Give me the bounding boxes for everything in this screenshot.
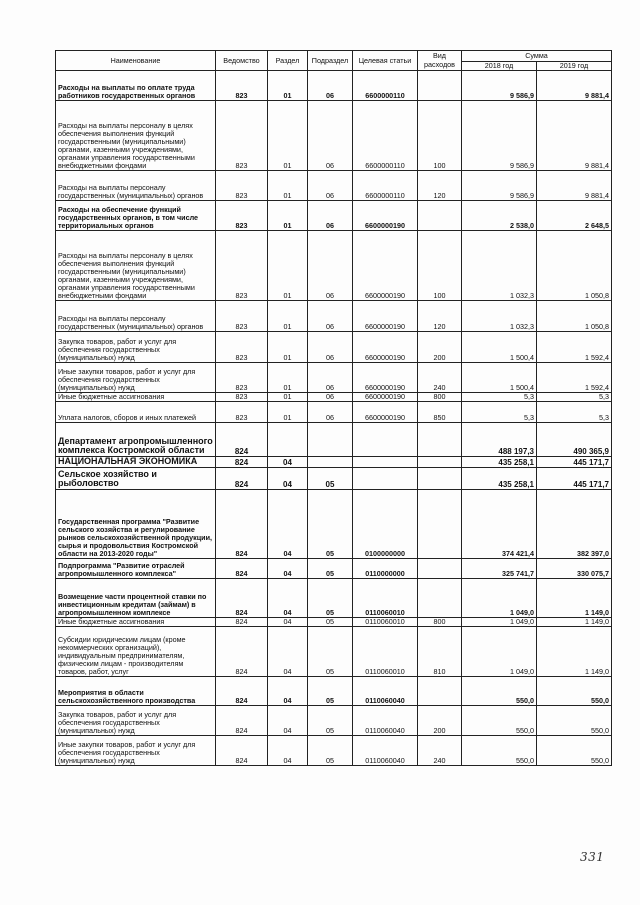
table-row <box>56 490 612 559</box>
cell-sum-2018: 9 586,9 <box>462 171 537 201</box>
table-row <box>56 618 612 627</box>
cell-sum-2019: 382 397,0 <box>537 490 612 559</box>
cell-vedomstvo: 824 <box>216 559 268 579</box>
cell-tselevaya: 0110060040 <box>353 677 418 706</box>
table-row <box>56 231 612 301</box>
cell-vid <box>418 423 462 457</box>
header-summa: Сумма <box>462 51 612 62</box>
cell-razdel: 01 <box>268 363 308 393</box>
cell-vedomstvo: 823 <box>216 71 268 101</box>
cell-name: Иные закупки товаров, работ и услуг для обеспечения государственных (муниципальных) нужд <box>56 736 216 766</box>
cell-vedomstvo: 823 <box>216 363 268 393</box>
cell-sum-2019: 1 050,8 <box>537 231 612 301</box>
cell-razdel: 04 <box>268 677 308 706</box>
cell-sum-2018: 9 586,9 <box>462 71 537 101</box>
cell-vid <box>418 71 462 101</box>
cell-podrazdel: 05 <box>308 627 353 677</box>
table-row <box>56 402 612 423</box>
cell-sum-2018: 5,3 <box>462 402 537 423</box>
table-row <box>56 468 612 490</box>
cell-vid: 200 <box>418 332 462 363</box>
cell-name: Иные бюджетные ассигнования <box>56 393 216 402</box>
cell-vedomstvo: 823 <box>216 332 268 363</box>
cell-razdel <box>268 423 308 457</box>
table-row <box>56 627 612 677</box>
cell-vid: 100 <box>418 101 462 171</box>
cell-podrazdel <box>308 423 353 457</box>
cell-podrazdel: 06 <box>308 301 353 332</box>
cell-vid: 120 <box>418 171 462 201</box>
cell-razdel: 01 <box>268 393 308 402</box>
cell-sum-2018: 550,0 <box>462 677 537 706</box>
cell-name: Расходы на выплаты по оплате труда работников государственных органов <box>56 71 216 101</box>
cell-podrazdel: 06 <box>308 101 353 171</box>
cell-vid <box>418 457 462 468</box>
cell-name: Закупка товаров, работ и услуг для обеспечения государственных (муниципальных) нужд <box>56 706 216 736</box>
cell-razdel: 01 <box>268 332 308 363</box>
cell-podrazdel <box>308 457 353 468</box>
cell-tselevaya: 6600000190 <box>353 332 418 363</box>
cell-tselevaya: 0100000000 <box>353 490 418 559</box>
cell-razdel: 04 <box>268 490 308 559</box>
cell-sum-2019: 445 171,7 <box>537 457 612 468</box>
cell-podrazdel: 05 <box>308 490 353 559</box>
cell-tselevaya: 0110060010 <box>353 579 418 618</box>
cell-tselevaya: 0110060040 <box>353 736 418 766</box>
cell-sum-2019: 5,3 <box>537 393 612 402</box>
cell-tselevaya: 0110060040 <box>353 706 418 736</box>
cell-name: Субсидии юридическим лицам (кроме некоммерческих организаций), индивидуальным предпринимателям, физическим лицам - производителям товаров, работ, услуг <box>56 627 216 677</box>
cell-podrazdel: 06 <box>308 393 353 402</box>
cell-sum-2018: 488 197,3 <box>462 423 537 457</box>
table-body <box>56 71 612 766</box>
cell-sum-2019: 550,0 <box>537 677 612 706</box>
cell-vedomstvo: 823 <box>216 402 268 423</box>
cell-sum-2018: 1 049,0 <box>462 627 537 677</box>
cell-razdel: 04 <box>268 706 308 736</box>
cell-name: Расходы на выплаты персоналу государственных (муниципальных) органов <box>56 301 216 332</box>
table-row <box>56 706 612 736</box>
header-podrazdel: Подраздел <box>308 51 353 71</box>
cell-tselevaya: 6600000190 <box>353 402 418 423</box>
cell-podrazdel: 05 <box>308 618 353 627</box>
cell-sum-2019: 9 881,4 <box>537 171 612 201</box>
cell-podrazdel: 06 <box>308 402 353 423</box>
cell-sum-2018: 1 032,3 <box>462 231 537 301</box>
cell-vedomstvo: 824 <box>216 490 268 559</box>
cell-vedomstvo: 823 <box>216 231 268 301</box>
cell-sum-2019: 445 171,7 <box>537 468 612 490</box>
header-name: Наименование <box>56 51 216 71</box>
cell-razdel: 04 <box>268 736 308 766</box>
cell-tselevaya <box>353 468 418 490</box>
cell-vid <box>418 468 462 490</box>
table-row <box>56 71 612 101</box>
cell-vid <box>418 579 462 618</box>
cell-sum-2018: 550,0 <box>462 736 537 766</box>
cell-vid: 120 <box>418 301 462 332</box>
cell-sum-2019: 1 149,0 <box>537 627 612 677</box>
cell-name: Уплата налогов, сборов и иных платежей <box>56 402 216 423</box>
cell-razdel: 04 <box>268 618 308 627</box>
cell-podrazdel: 05 <box>308 559 353 579</box>
cell-sum-2018: 1 049,0 <box>462 618 537 627</box>
header-2018: 2018 год <box>462 62 537 71</box>
cell-vedomstvo: 824 <box>216 618 268 627</box>
cell-razdel: 04 <box>268 627 308 677</box>
cell-name: Расходы на обеспечение функций государственных органов, в том числе территориальных органов <box>56 201 216 231</box>
table-row <box>56 423 612 457</box>
cell-razdel: 01 <box>268 171 308 201</box>
cell-vid <box>418 490 462 559</box>
cell-razdel: 01 <box>268 71 308 101</box>
cell-sum-2018: 325 741,7 <box>462 559 537 579</box>
cell-podrazdel: 06 <box>308 71 353 101</box>
cell-sum-2019: 9 881,4 <box>537 101 612 171</box>
cell-tselevaya: 0110060010 <box>353 618 418 627</box>
cell-razdel: 04 <box>268 579 308 618</box>
cell-vid: 100 <box>418 231 462 301</box>
table-row <box>56 559 612 579</box>
cell-sum-2018: 374 421,4 <box>462 490 537 559</box>
cell-name: Департамент агропромышленного комплекса Костромской области <box>56 423 216 457</box>
cell-name: Расходы на выплаты персоналу государственных (муниципальных) органов <box>56 171 216 201</box>
cell-sum-2019: 1 592,4 <box>537 363 612 393</box>
cell-vid <box>418 559 462 579</box>
cell-vedomstvo: 824 <box>216 579 268 618</box>
cell-name: Сельское хозяйство и рыболовство <box>56 468 216 490</box>
cell-sum-2019: 1 149,0 <box>537 618 612 627</box>
table-row <box>56 332 612 363</box>
header-tselevaya: Целевая статьи <box>353 51 418 71</box>
table-header <box>56 51 612 71</box>
cell-sum-2019: 5,3 <box>537 402 612 423</box>
table-row <box>56 677 612 706</box>
cell-sum-2019: 550,0 <box>537 736 612 766</box>
table-row <box>56 363 612 393</box>
cell-name: Расходы на выплаты персоналу в целях обеспечения выполнения функций государственными (муниципальными) органами, казенными учреждениями, органами управления государственными внебюджетными фондами <box>56 101 216 171</box>
cell-sum-2019: 330 075,7 <box>537 559 612 579</box>
cell-podrazdel: 05 <box>308 468 353 490</box>
cell-podrazdel: 05 <box>308 579 353 618</box>
cell-sum-2019: 1 050,8 <box>537 301 612 332</box>
cell-vid: 810 <box>418 627 462 677</box>
cell-tselevaya: 0110000000 <box>353 559 418 579</box>
cell-podrazdel: 06 <box>308 171 353 201</box>
table-row <box>56 736 612 766</box>
cell-sum-2018: 2 538,0 <box>462 201 537 231</box>
table-row <box>56 301 612 332</box>
cell-vid: 800 <box>418 618 462 627</box>
table-row <box>56 101 612 171</box>
table-row <box>56 171 612 201</box>
cell-name: Иные закупки товаров, работ и услуг для обеспечения государственных (муниципальных) нужд <box>56 363 216 393</box>
cell-name: Иные бюджетные ассигнования <box>56 618 216 627</box>
cell-vid: 240 <box>418 736 462 766</box>
cell-razdel: 01 <box>268 101 308 171</box>
cell-podrazdel: 06 <box>308 231 353 301</box>
cell-razdel: 04 <box>268 457 308 468</box>
cell-vedomstvo: 823 <box>216 393 268 402</box>
cell-vid: 200 <box>418 706 462 736</box>
table-row <box>56 457 612 468</box>
cell-tselevaya: 6600000190 <box>353 393 418 402</box>
header-vid: Вид расходов <box>418 51 462 71</box>
cell-vid: 240 <box>418 363 462 393</box>
cell-sum-2018: 1 500,4 <box>462 363 537 393</box>
cell-vid: 850 <box>418 402 462 423</box>
cell-razdel: 04 <box>268 468 308 490</box>
cell-vedomstvo: 824 <box>216 706 268 736</box>
table-row <box>56 579 612 618</box>
cell-razdel: 04 <box>268 559 308 579</box>
cell-tselevaya: 6600000190 <box>353 231 418 301</box>
cell-tselevaya: 0110060010 <box>353 627 418 677</box>
cell-sum-2019: 550,0 <box>537 706 612 736</box>
cell-sum-2018: 1 032,3 <box>462 301 537 332</box>
cell-sum-2018: 550,0 <box>462 706 537 736</box>
cell-sum-2018: 5,3 <box>462 393 537 402</box>
header-2019: 2019 год <box>537 62 612 71</box>
cell-podrazdel: 05 <box>308 677 353 706</box>
cell-sum-2019: 1 592,4 <box>537 332 612 363</box>
cell-vedomstvo: 824 <box>216 423 268 457</box>
cell-vedomstvo: 823 <box>216 301 268 332</box>
cell-podrazdel: 05 <box>308 736 353 766</box>
cell-tselevaya: 6600000190 <box>353 201 418 231</box>
table-row <box>56 393 612 402</box>
cell-vid <box>418 201 462 231</box>
cell-name: Подпрограмма "Развитие отраслей агропромышленного комплекса" <box>56 559 216 579</box>
cell-podrazdel: 06 <box>308 332 353 363</box>
cell-tselevaya: 6600000190 <box>353 363 418 393</box>
budget-table <box>55 50 612 766</box>
cell-tselevaya: 6600000190 <box>353 301 418 332</box>
cell-sum-2019: 9 881,4 <box>537 71 612 101</box>
cell-vedomstvo: 823 <box>216 171 268 201</box>
cell-sum-2019: 490 365,9 <box>537 423 612 457</box>
cell-tselevaya: 6600000110 <box>353 171 418 201</box>
cell-name: Государственная программа "Развитие сельского хозяйства и регулирование рынков сельскохозяйственной продукции, сырья и продовольствия Костромской области на 2013-2020 годы" <box>56 490 216 559</box>
cell-sum-2018: 435 258,1 <box>462 468 537 490</box>
cell-name: НАЦИОНАЛЬНАЯ ЭКОНОМИКА <box>56 457 216 468</box>
page-number: 331 <box>580 850 605 864</box>
cell-tselevaya: 6600000110 <box>353 71 418 101</box>
cell-name: Возмещение части процентной ставки по инвестиционным кредитам (займам) в агропромышленном комплексе <box>56 579 216 618</box>
cell-vedomstvo: 823 <box>216 101 268 171</box>
cell-podrazdel: 06 <box>308 201 353 231</box>
cell-vid: 800 <box>418 393 462 402</box>
cell-vedomstvo: 824 <box>216 457 268 468</box>
cell-vedomstvo: 823 <box>216 201 268 231</box>
cell-razdel: 01 <box>268 201 308 231</box>
cell-tselevaya <box>353 457 418 468</box>
cell-vedomstvo: 824 <box>216 677 268 706</box>
cell-vedomstvo: 824 <box>216 627 268 677</box>
cell-tselevaya: 6600000110 <box>353 101 418 171</box>
cell-sum-2018: 9 586,9 <box>462 101 537 171</box>
cell-podrazdel: 05 <box>308 706 353 736</box>
cell-razdel: 01 <box>268 402 308 423</box>
cell-name: Закупка товаров, работ и услуг для обеспечения государственных (муниципальных) нужд <box>56 332 216 363</box>
cell-vedomstvo: 824 <box>216 468 268 490</box>
cell-razdel: 01 <box>268 231 308 301</box>
cell-sum-2018: 1 500,4 <box>462 332 537 363</box>
cell-razdel: 01 <box>268 301 308 332</box>
cell-vedomstvo: 824 <box>216 736 268 766</box>
cell-tselevaya <box>353 423 418 457</box>
cell-name: Мероприятия в области сельскохозяйственного производства <box>56 677 216 706</box>
header-razdel: Раздел <box>268 51 308 71</box>
cell-sum-2019: 1 149,0 <box>537 579 612 618</box>
cell-sum-2019: 2 648,5 <box>537 201 612 231</box>
cell-vid <box>418 677 462 706</box>
cell-sum-2018: 435 258,1 <box>462 457 537 468</box>
cell-podrazdel: 06 <box>308 363 353 393</box>
cell-name: Расходы на выплаты персоналу в целях обеспечения выполнения функций государственными (муниципальными) органами, казенными учреждениями, органами управления государственными внебюджетными фондами <box>56 231 216 301</box>
header-vedomstvo: Ведомство <box>216 51 268 71</box>
table-row <box>56 201 612 231</box>
cell-sum-2018: 1 049,0 <box>462 579 537 618</box>
